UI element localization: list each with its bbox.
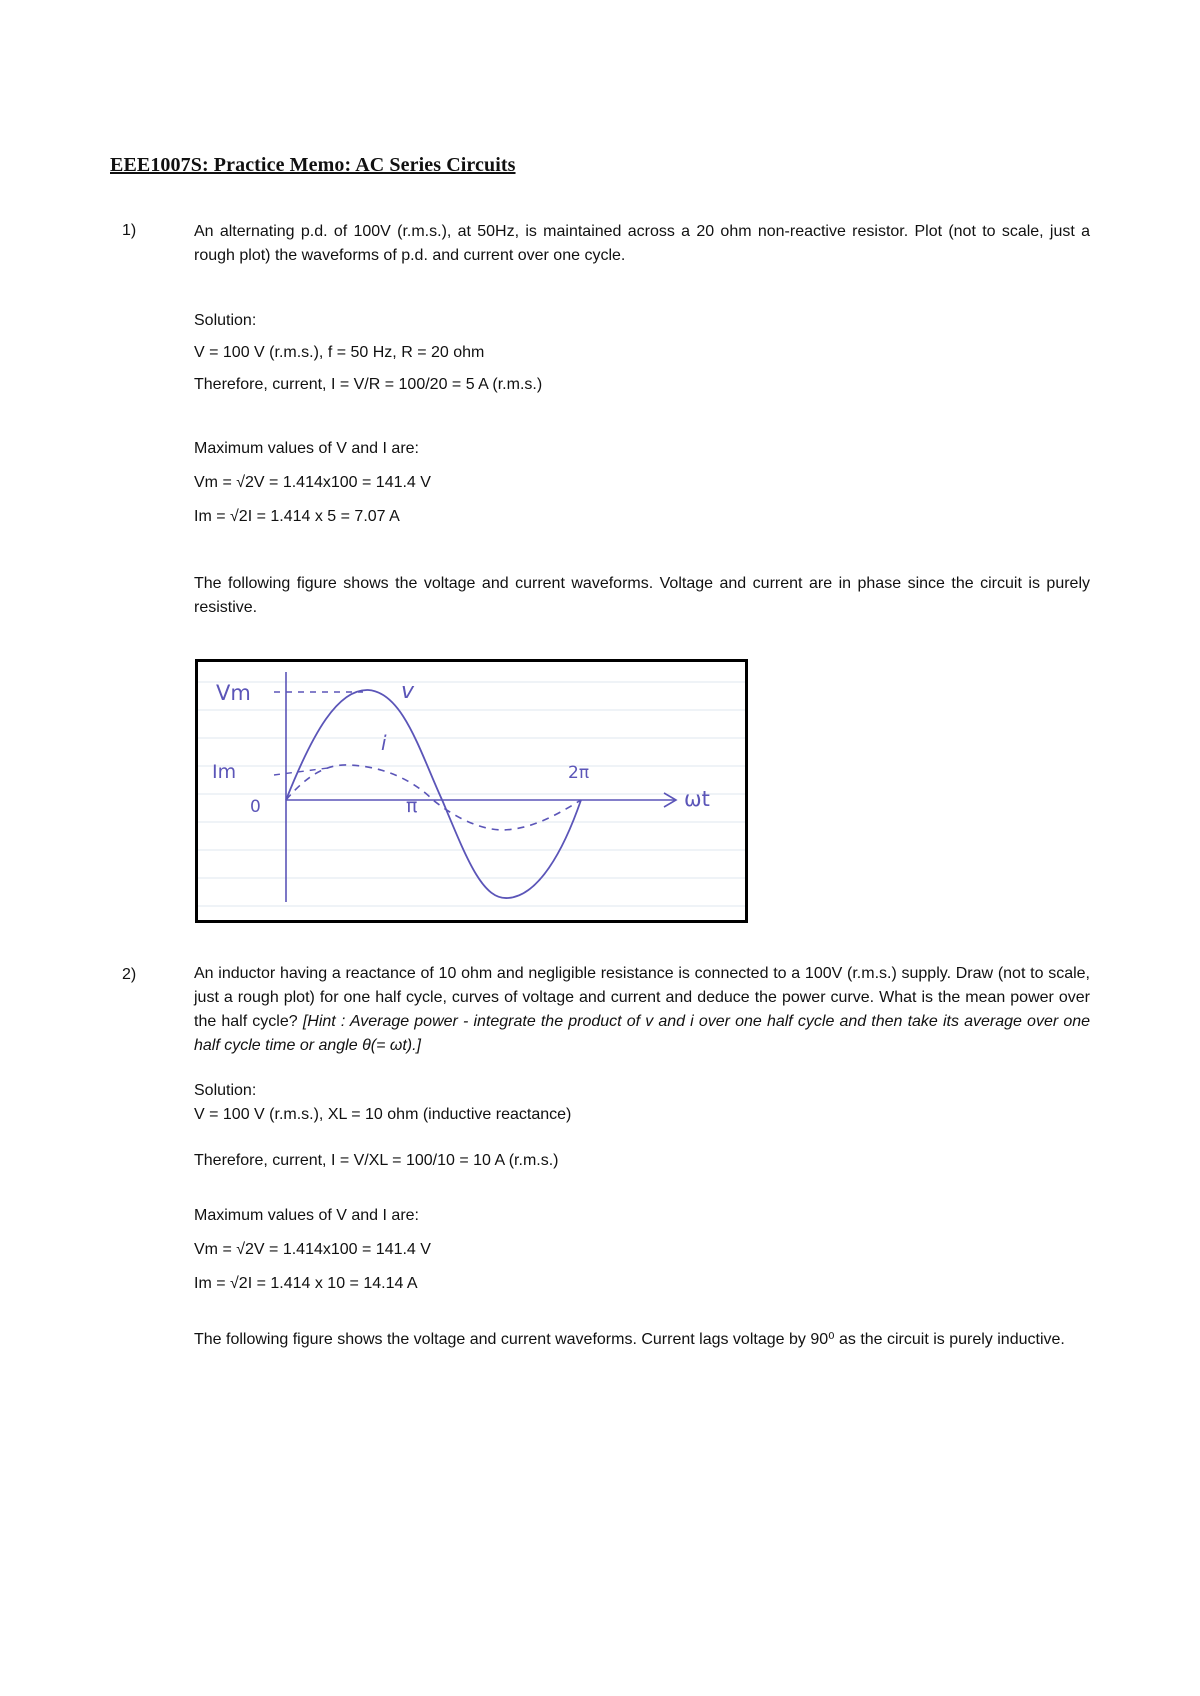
question-2-number: 2) [122,966,137,983]
question-1-text: An alternating p.d. of 100V (r.m.s.), at 50Hz, is maintained across a 20 ohm non-reactive resistor. Plot (not to scale, just a rough plot) the waveforms of p.d. and current over one cycle. [194,223,1090,264]
question-1-number: 1) [122,222,137,239]
q2-max-heading: Maximum values of V and I are: [194,1207,419,1224]
q1-solution-label: Solution: [194,312,257,329]
label-vm: Vm [216,681,251,705]
question-2-text [194,962,1090,1058]
q2-vm: Vm = √2V = 1.414x100 = 141.4 V [194,1241,431,1258]
waveform-figure [195,659,748,923]
q1-im: Im = √2I = 1.414 x 5 = 7.07 A [194,508,400,525]
q1-vm: Vm = √2V = 1.414x100 = 141.4 V [194,474,431,491]
q1-max-heading: Maximum values of V and I are: [194,440,419,457]
label-2pi: 2π [568,763,590,783]
q1-given: V = 100 V (r.m.s.), f = 50 Hz, R = 20 ohm [194,344,485,361]
waveform-sketch [198,662,745,920]
question-2-body: An inductor having a reactance of 10 ohm and negligible resistance is connected to a 100V (r.m.s.) supply. Draw (not to scale, just a rough plot) for one half cycle, curves of voltage and current and deduce the power curve. What is the mean power over the half cycle? [194,965,1090,1030]
q2-given: V = 100 V (r.m.s.), XL = 10 ohm (inductive reactance) [194,1106,572,1123]
page-title: EEE1007S: Practice Memo: AC Series Circuits [110,154,516,176]
q1-conclusion: The following figure shows the voltage and current waveforms. Voltage and current are in phase since the circuit is purely resistive. [194,575,1090,616]
current-waveform [286,765,581,830]
label-v: v [401,679,415,704]
label-omega-t: ωt [684,787,710,811]
q2-conclusion: The following figure shows the voltage and current waveforms. Current lags voltage by 90⁰ as the circuit is purely inductive. [194,1331,1065,1348]
label-i: i [381,731,387,755]
label-pi: π [406,795,418,817]
q1-current: Therefore, current, I = V/R = 100/20 = 5 A (r.m.s.) [194,376,543,393]
label-im: Im [212,761,237,783]
ruled-lines [198,682,745,906]
q2-current: Therefore, current, I = V/XL = 100/10 = 10 A (r.m.s.) [194,1152,559,1169]
q2-solution-label: Solution: [194,1082,257,1099]
q2-im: Im = √2I = 1.414 x 10 = 14.14 A [194,1275,418,1292]
question-2-hint: [Hint : Average power - integrate the product of v and i over one half cycle and then take its average over one half cycle time or angle θ(= ωt).] [194,1013,1091,1054]
label-origin: 0 [250,797,261,817]
